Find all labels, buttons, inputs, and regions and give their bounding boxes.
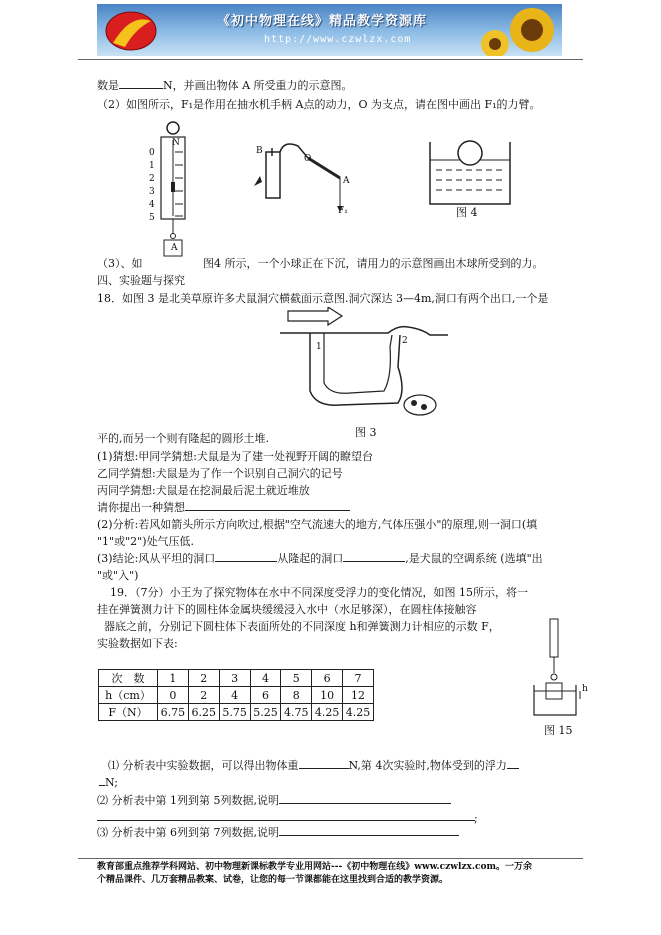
answer-blank bbox=[279, 835, 459, 836]
fig15-apparatus bbox=[528, 615, 588, 725]
table-cell: 2 bbox=[188, 670, 219, 687]
table-cell: 4.75 bbox=[281, 704, 312, 721]
fig4-caption: 图 4 bbox=[456, 206, 478, 219]
question-2: （2）如图所示，F₁是作用在抽水机手柄 A点的动力，O 为支点，请在图中画出 F₁的力臂。 bbox=[97, 98, 541, 111]
burrow-hole-2-label: 2 bbox=[402, 336, 408, 346]
line-1-post: N，并画出物体 A 所受重力的示意图。 bbox=[163, 79, 353, 92]
question-19-line-3: 器底之前，分别记下圆柱体下表面所处的不同深度 h和弹簧测力计相应的示数 F， bbox=[104, 620, 500, 633]
analysis-line-1: (2)分析:若风如箭头所示方向吹过,根据"空气流速大的地方,气体压强小"的原理,则一洞口(填 bbox=[97, 518, 538, 531]
pump-label-f1: F₁ bbox=[338, 206, 348, 216]
answer-blank bbox=[343, 561, 405, 562]
table-cell: 4 bbox=[250, 670, 281, 687]
pump-label-b: B bbox=[256, 146, 263, 156]
conclusion-part-c: ,是犬鼠的空调系统 (选填"出 bbox=[405, 552, 543, 565]
table-cell: 6.75 bbox=[158, 704, 189, 721]
table-cell: 1 bbox=[158, 670, 189, 687]
conclusion-part-b: 从隆起的洞口 bbox=[277, 552, 344, 565]
table-cell: 次 数 bbox=[99, 670, 158, 687]
table-cell: 0 bbox=[158, 687, 189, 704]
conclusion-line-1 bbox=[97, 552, 543, 566]
question-19-line-2: 挂在弹簧测力计下的圆柱体金属块缓缓浸入水中（水足够深），在圆柱体接触容 bbox=[97, 603, 477, 616]
fig3-caption: 图 3 bbox=[355, 426, 377, 439]
answer-blank bbox=[299, 768, 349, 769]
footer-line-1: 教育部重点推荐学科网站、初中物理新课标教学专业用网站---《初中物理在线》www.czwlzx.com。一万余 bbox=[97, 862, 533, 872]
footer-divider bbox=[78, 858, 583, 859]
guess-4-text: 请你提出一种猜想 bbox=[97, 501, 185, 514]
guess-1: (1)猜想:甲同学猜想:犬鼠是为了建一处视野开阔的瞭望台 bbox=[97, 450, 373, 463]
sub-question-3 bbox=[97, 826, 459, 840]
answer-blank bbox=[215, 561, 277, 562]
sub-question-2 bbox=[97, 794, 451, 808]
fig15-caption: 图 15 bbox=[544, 724, 573, 737]
scale-tick-labels bbox=[149, 147, 155, 225]
tick-5: 5 bbox=[149, 213, 155, 223]
tick-2: 2 bbox=[149, 174, 155, 184]
answer-blank bbox=[185, 510, 350, 511]
question-18-cont: 平的,而另一个则有隆起的圆形土堆. bbox=[97, 432, 269, 445]
tick-0: 0 bbox=[149, 148, 155, 158]
header-divider bbox=[78, 59, 583, 60]
tick-1: 1 bbox=[149, 161, 155, 171]
site-logo-icon bbox=[101, 7, 161, 53]
tick-4: 4 bbox=[149, 200, 155, 210]
question-19-line-1: 19．（7分）小王为了探究物体在水中不同深度受浮力的变化情况，如图 15所示，将一 bbox=[110, 586, 528, 599]
table-cell: 8 bbox=[281, 687, 312, 704]
table-cell: 5.75 bbox=[219, 704, 250, 721]
conclusion-part-a: (3)结论:风从平坦的洞口 bbox=[97, 552, 216, 565]
table-cell: 4.25 bbox=[343, 704, 374, 721]
conclusion-line-2: "或"入") bbox=[97, 569, 139, 582]
line-1 bbox=[97, 79, 353, 93]
table-cell: 6 bbox=[312, 670, 343, 687]
question-19-line-4: 实验数据如下表: bbox=[97, 637, 178, 650]
answer-blank bbox=[507, 768, 519, 769]
sub-question-2-end: ; bbox=[474, 812, 478, 825]
answer-line bbox=[97, 820, 475, 821]
header-banner bbox=[97, 4, 562, 56]
sub-question-1 bbox=[108, 759, 519, 773]
sub-question-1-unit: N; bbox=[105, 776, 118, 789]
sub-question-1-a: ⑴ 分析表中实验数据，可以得出物体重 bbox=[108, 759, 299, 772]
site-url[interactable]: http://www.czwlzx.com bbox=[264, 34, 412, 45]
line-1-pre: 数是 bbox=[97, 79, 119, 92]
table-cell: h（cm） bbox=[99, 687, 158, 704]
footer bbox=[97, 861, 532, 887]
pump-label-o: O bbox=[304, 154, 312, 164]
scale-unit-label: N bbox=[172, 138, 180, 148]
table-cell: 7 bbox=[343, 670, 374, 687]
sunflower-decoration-icon bbox=[477, 4, 562, 56]
table-cell: 4.25 bbox=[312, 704, 343, 721]
table-row bbox=[99, 704, 374, 721]
guess-2: 乙同学猜想:犬鼠是为了作一个识别自己洞穴的记号 bbox=[97, 467, 343, 480]
pump-label-a: A bbox=[343, 176, 350, 186]
sub-question-1-b: N,第 4次实验时,物体受到的浮力 bbox=[348, 759, 507, 772]
table-cell: 6.25 bbox=[188, 704, 219, 721]
table-cell: 12 bbox=[343, 687, 374, 704]
site-title: 《初中物理在线》精品教学资源库 bbox=[217, 14, 428, 29]
table-cell: 5.25 bbox=[250, 704, 281, 721]
table-cell: F（N） bbox=[99, 704, 158, 721]
answer-blank bbox=[279, 803, 451, 804]
section-4-heading: 四、实验题与探究 bbox=[97, 274, 185, 287]
question-3-pre: （3）、如 bbox=[97, 257, 143, 270]
guess-4 bbox=[97, 501, 350, 515]
burrow-hole-1-label: 1 bbox=[316, 342, 322, 352]
data-table bbox=[98, 669, 374, 721]
table-cell: 6 bbox=[250, 687, 281, 704]
box-a-label: A bbox=[171, 243, 178, 253]
fig15-h-label: h bbox=[582, 684, 588, 694]
table-cell: 5 bbox=[281, 670, 312, 687]
guess-3: 丙同学猜想:犬鼠是在挖洞最后泥土就近堆放 bbox=[97, 484, 310, 497]
question-18: 18．如图 3 是北美草原许多犬鼠洞穴横截面示意图.洞穴深达 3—4m,洞口有两个出口,一个是 bbox=[97, 292, 549, 305]
sub-question-3-text: ⑶ 分析表中第 6列到第 7列数据,说明 bbox=[97, 826, 279, 839]
table-cell: 10 bbox=[312, 687, 343, 704]
sub-question-2-text: ⑵ 分析表中第 1列到第 5列数据,说明 bbox=[97, 794, 279, 807]
table-cell: 2 bbox=[188, 687, 219, 704]
tick-3: 3 bbox=[149, 187, 155, 197]
question-3-post: 图4 所示，一个小球正在下沉，请用力的示意图画出木球所受到的力。 bbox=[203, 257, 544, 270]
table-cell: 4 bbox=[219, 687, 250, 704]
table-cell: 3 bbox=[219, 670, 250, 687]
footer-line-2: 个精品课件、几万套精品教案、试卷，让您的每一节课都能在这里找到合适的教学资源。 bbox=[97, 875, 449, 885]
table-row bbox=[99, 687, 374, 704]
table-row bbox=[99, 670, 374, 687]
sub-question-1-end bbox=[99, 776, 118, 790]
answer-blank bbox=[119, 88, 163, 89]
beaker-ball-figure bbox=[428, 138, 512, 206]
analysis-line-2: "1"或"2")处气压低. bbox=[97, 535, 195, 548]
burrow-figure bbox=[280, 307, 450, 427]
